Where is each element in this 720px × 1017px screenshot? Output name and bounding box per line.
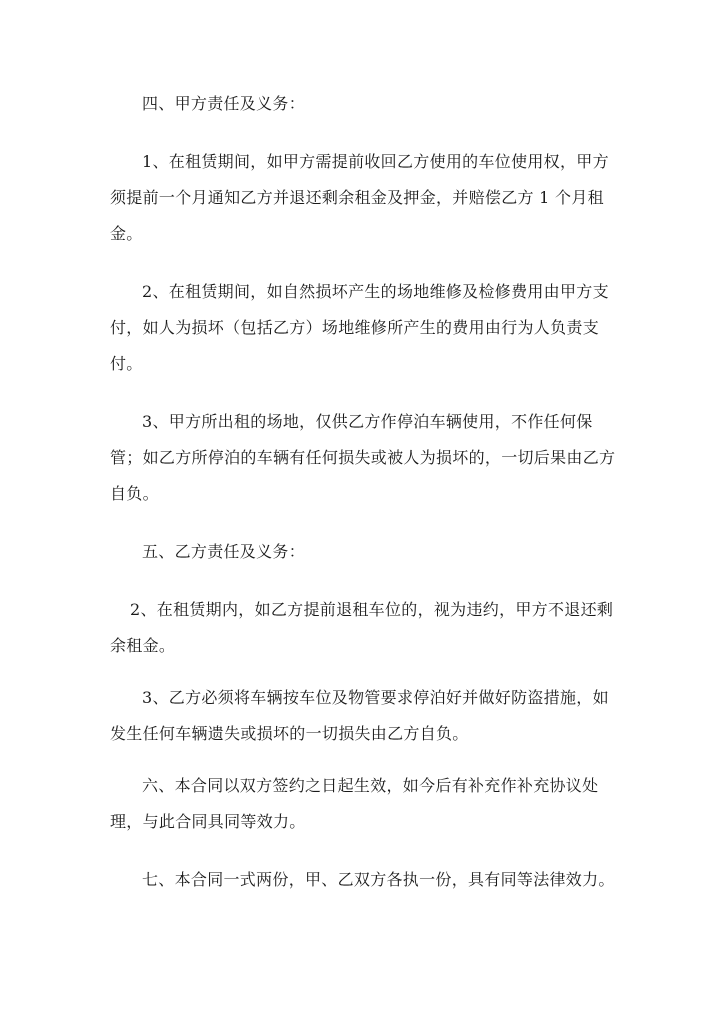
section-heading-party-b: 五、乙方责任及义务： bbox=[142, 542, 306, 561]
paragraph-b3: 3、乙方必须将车辆按车位及物管要求停泊好并做好防盗措施，如发生任何车辆遗失或损坏的一切损失由乙方自负。 bbox=[110, 688, 609, 743]
paragraph-copies: 七、本合同一式两份，甲、乙双方各执一份，具有同等法律效力。 bbox=[142, 870, 615, 889]
paragraph-effective: 六、本合同以双方签约之日起生效，如今后有补充作补充协议处理，与此合同具同等效力。 bbox=[110, 776, 599, 831]
section-heading-party-a: 四、甲方责任及义务： bbox=[142, 94, 306, 113]
paragraph-a2: 2、在租赁期间，如自然损坏产生的场地维修及检修费用由甲方支付，如人为损坏（包括乙方）场地维修所产生的费用由行为人负责支付。 bbox=[110, 282, 609, 373]
paragraph-b2: 2、在租赁期内，如乙方提前退租车位的，视为违约，甲方不退还剩余租金。 bbox=[110, 600, 614, 655]
paragraph-a1: 1、在租赁期间，如甲方需提前收回乙方使用的车位使用权，甲方须提前一个月通知乙方并退还剩余租金及押金，并赔偿乙方 1 个月租金。 bbox=[110, 152, 609, 243]
paragraph-a3: 3、甲方所出租的场地，仅供乙方作停泊车辆使用，不作任何保管；如乙方所停泊的车辆有任何损失或被人为损坏的，一切后果由乙方自负。 bbox=[110, 412, 616, 503]
